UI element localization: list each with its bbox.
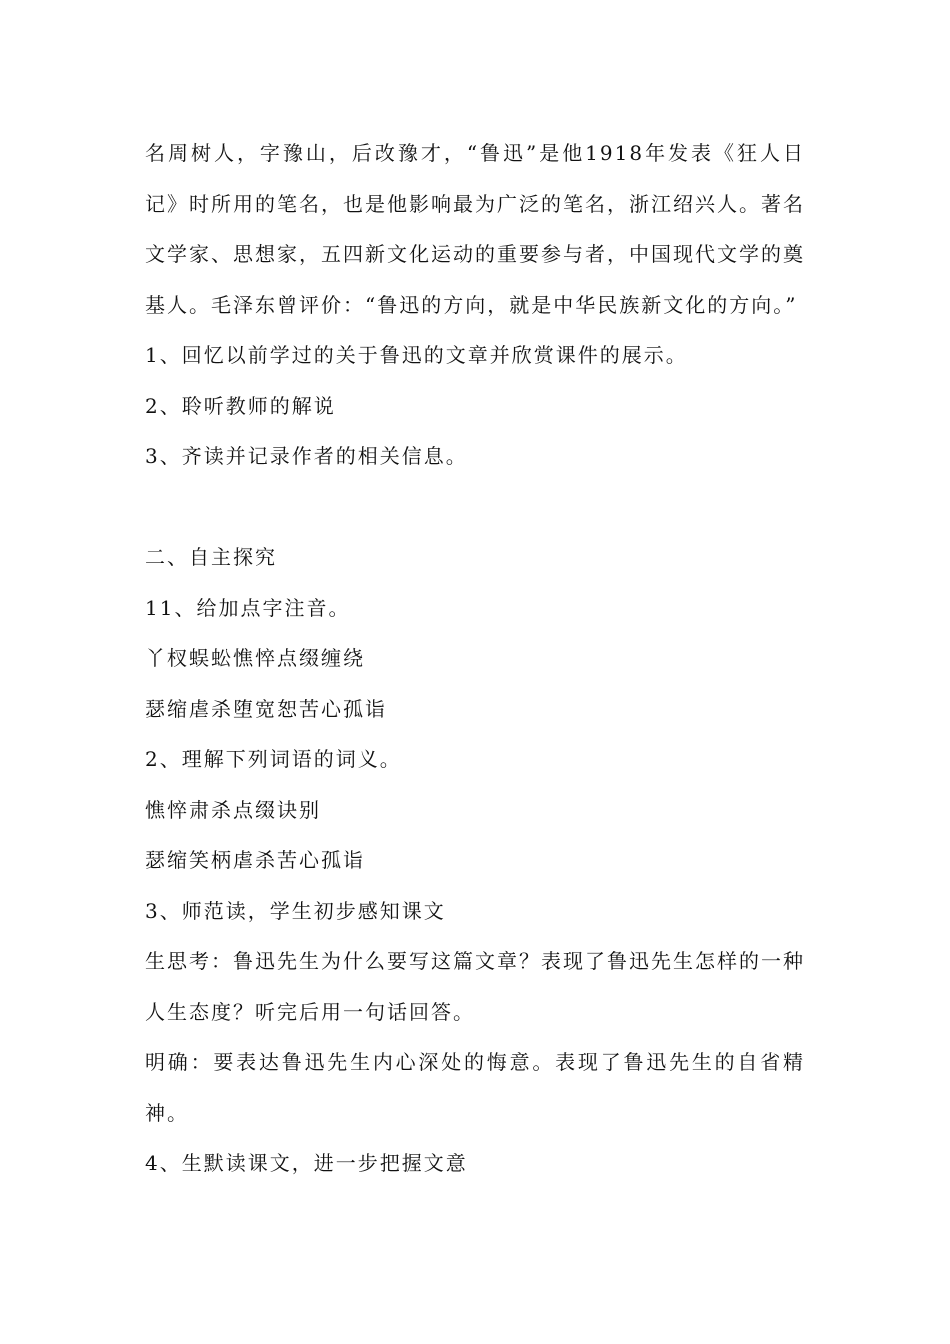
section-heading: 二、自主探究 xyxy=(145,545,277,569)
word-list-1a: 丫杈蜈蚣憔悴点缀缠绕 xyxy=(145,646,365,670)
word-list-1b: 瑟缩虐杀堕宽恕苦心孤诣 xyxy=(145,696,387,721)
task-2: 2、理解下列词语的词义。 xyxy=(145,747,402,771)
question-paragraph: 生思考：鲁迅先生为什么要写这篇文章？表现了鲁迅先生怎样的一种人生态度？听完后用一句话回答。 xyxy=(145,949,805,1024)
word-list-2b: 瑟缩笑柄虐杀苦心孤诣 xyxy=(145,848,365,872)
blank-line xyxy=(145,482,805,533)
answer-paragraph: 明确：要表达鲁迅先生内心深处的悔意。表现了鲁迅先生的自省精神。 xyxy=(145,1050,805,1125)
step-1: 1、回忆以前学过的关于鲁迅的文章并欣赏课件的展示。 xyxy=(145,343,688,367)
intro-paragraph: 名周树人，字豫山，后改豫才，“鲁迅”是他1918年发表《狂人日记》时所用的笔名，也是他影响最为广泛的笔名，浙江绍兴人。著名文学家、思想家，五四新文化运动的重要参与者，中国现代文学的奠基人。毛泽东曾评价：“鲁迅的方向，就是中华民族新文化的方向。” xyxy=(145,141,805,317)
document-body xyxy=(145,128,805,1189)
task-1: 11、给加点字注音。 xyxy=(145,595,351,620)
task-4: 4、生默读课文，进一步把握文意 xyxy=(145,1151,468,1175)
step-2: 2、聆听教师的解说 xyxy=(145,393,336,418)
task-3: 3、师范读，学生初步感知课文 xyxy=(145,898,446,923)
word-list-2a: 憔悴肃杀点缀诀别 xyxy=(145,797,321,822)
step-3: 3、齐读并记录作者的相关信息。 xyxy=(145,444,468,468)
